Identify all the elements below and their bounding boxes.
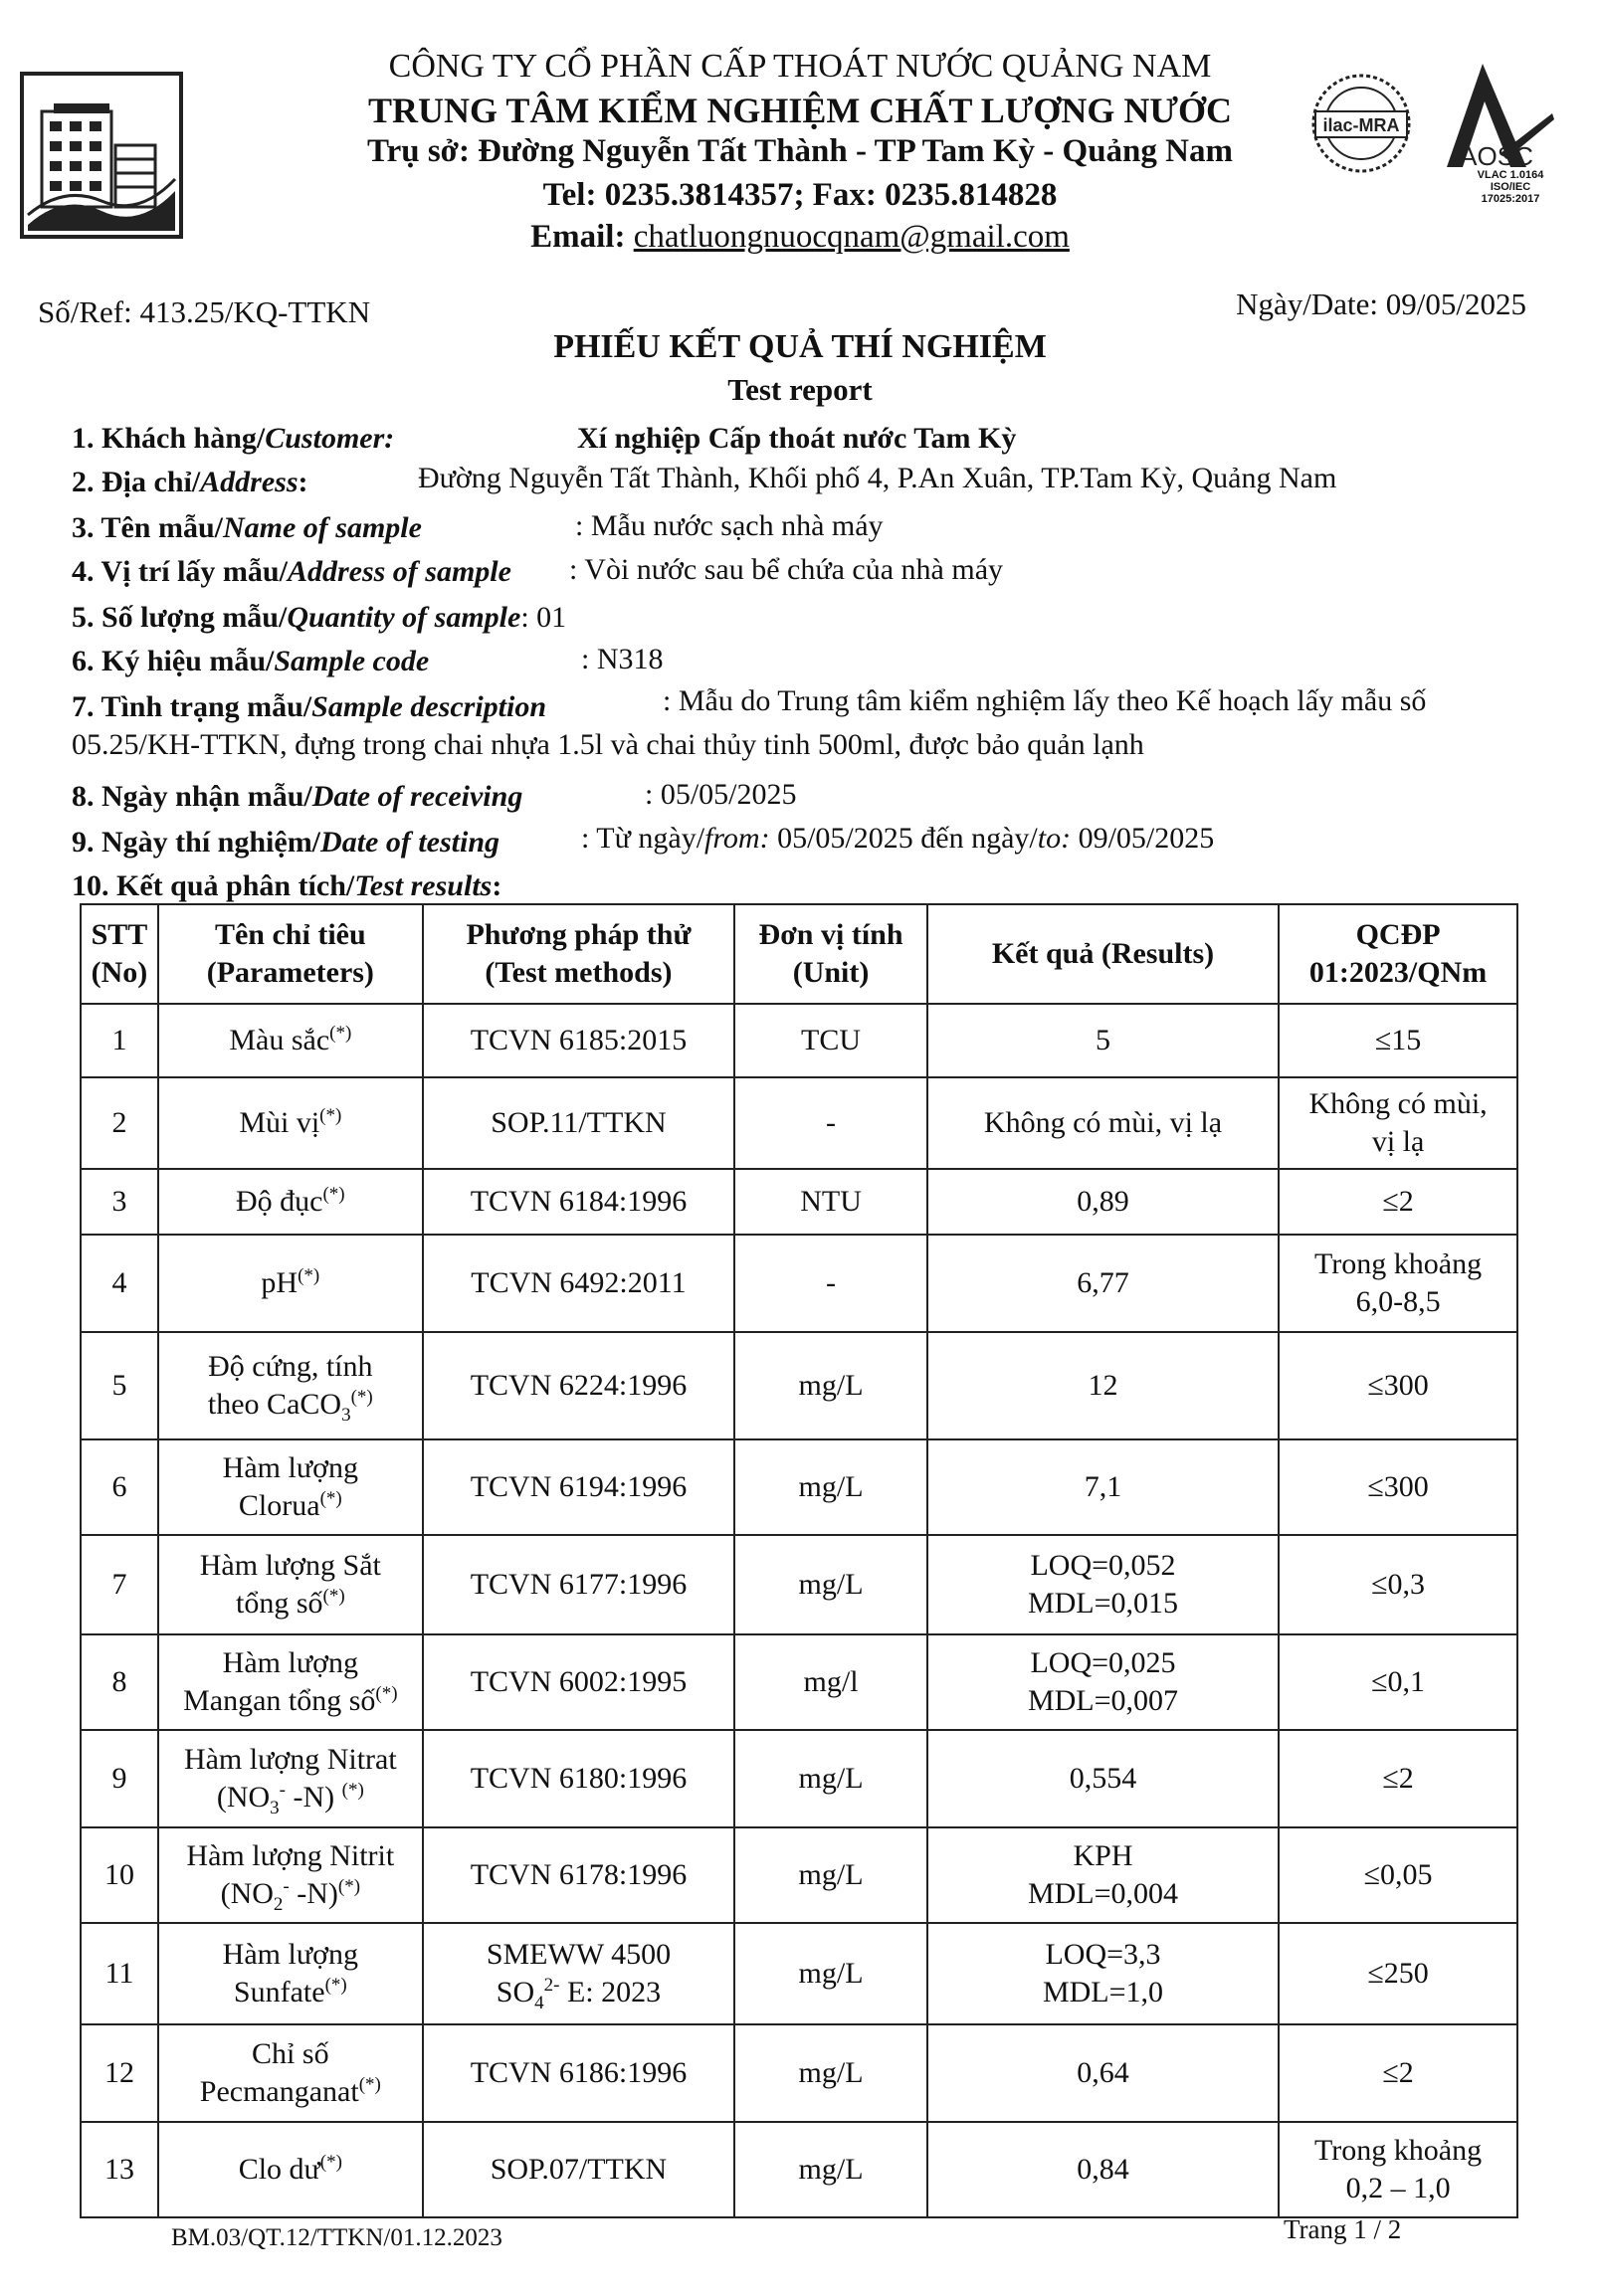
address-value: Đường Nguyễn Tất Thành, Khối phố 4, P.An Xuân, TP.Tam Kỳ, Quảng Nam [418,462,1337,494]
sample-code-label: 6. Ký hiệu mẫu/ [72,645,275,677]
sample-code-label-en: Sample code [274,645,430,677]
cell-unit: mg/l [734,1634,927,1730]
cell-result: 6,77 [927,1235,1279,1332]
cell-result: KPH MDL=0,004 [927,1827,1279,1923]
sample-description-value-1: : Mẫu do Trung tâm kiểm nghiệm lấy theo Kế hoạch lấy mẫu số [663,684,1427,717]
cell-result: LOQ=0,052 MDL=0,015 [927,1535,1279,1634]
cell-method: TCVN 6177:1996 [423,1535,735,1634]
testing-from-date: 05/05/2025 đến ngày/ [769,822,1038,855]
address-label-en: Address [200,466,299,498]
cell-parameter: Chỉ số Pecmanganat(*) [158,2024,423,2122]
cell-unit: NTU [734,1169,927,1235]
cell-result: 0,64 [927,2024,1279,2122]
ilac-mra-icon [1309,66,1413,183]
cell-standard: ≤15 [1279,1004,1517,1077]
cell-unit: mg/L [734,1730,927,1827]
cell-method: TCVN 6185:2015 [423,1004,735,1077]
cell-result: 0,84 [927,2122,1279,2217]
cell-method: TCVN 6186:1996 [423,2024,735,2122]
sample-name-row [72,511,422,545]
report-title: PHIẾU KẾT QUẢ THÍ NGHIỆM [553,328,1047,365]
table-row [81,1235,1517,1332]
aosc-text: AOSC [1460,141,1533,171]
testing-date-row [72,826,500,860]
sample-code-row [72,645,429,678]
cell-standard: ≤2 [1279,2024,1517,2122]
table-row [81,1730,1517,1827]
cell-parameter: Hàm lượng Nitrat ($NO_3^-$ -N) (*) [158,1730,423,1827]
results-heading [72,869,501,903]
customer-label: 1. Khách hàng/ [72,422,266,455]
address-colon: : [298,466,308,498]
header-unit: Đơn vị tính (Unit) [734,904,927,1004]
cell-standard: Trong khoảng 6,0-8,5 [1279,1235,1517,1332]
table-row [81,2024,1517,2122]
address-row [72,466,308,499]
cell-parameter: Hàm lượng Sunfate(*) [158,1923,423,2024]
cell-standard: ≤300 [1279,1332,1517,1439]
cell-no: 1 [81,1004,158,1077]
header-parameters: Tên chỉ tiêu (Parameters) [158,904,423,1004]
cell-unit: - [734,1235,927,1332]
cell-no: 3 [81,1169,158,1235]
cell-unit: mg/L [734,1535,927,1634]
cell-method: TCVN 6194:1996 [423,1439,735,1535]
sample-name-label: 3. Tên mẫu/ [72,511,223,544]
cell-no: 10 [81,1827,158,1923]
cell-standard: Không có mùi, vị lạ [1279,1077,1517,1169]
cell-unit: mg/L [734,1923,927,2024]
cell-result: LOQ=3,3 MDL=1,0 [927,1923,1279,2024]
table-row [81,1827,1517,1923]
company-name: CÔNG TY CỔ PHẦN CẤP THOÁT NƯỚC QUẢNG NAM [388,48,1212,85]
table-row [81,1439,1517,1535]
form-code: BM.03/QT.12/TTKN/01.12.2023 [171,2224,502,2251]
cell-method: SOP.07/TTKN [423,2122,735,2217]
header-test-methods: Phương pháp thử (Test methods) [423,904,735,1004]
ilac-mra-text: ilac-MRA [1322,115,1400,135]
testing-date-label-en: Date of testing [320,826,500,859]
testing-from-prefix: : Từ ngày/ [581,822,705,855]
customer-value: Xí nghiệp Cấp thoát nước Tam Kỳ [577,422,1017,455]
cell-parameter: Độ cứng, tính theo CaCO$_3$(*) [158,1332,423,1439]
table-row [81,2122,1517,2217]
table-row [81,1535,1517,1634]
cell-result: 0,89 [927,1169,1279,1235]
cell-unit: - [734,1077,927,1169]
cell-parameter: Hàm lượng Clorua(*) [158,1439,423,1535]
quantity-value: : 01 [520,601,567,634]
ilac-mra-logo [1309,66,1413,183]
cell-unit: mg/L [734,2122,927,2217]
cell-no: 5 [81,1332,158,1439]
receiving-date-row [72,780,522,814]
contact-email [0,219,1600,256]
email-label: Email: [530,219,634,255]
table-row [81,1004,1517,1077]
cell-parameter: Hàm lượng Nitrit ($NO_2^-$ -N)(*) [158,1827,423,1923]
header-standard: QCĐP 01:2023/QNm [1279,904,1517,1004]
aosc-accreditation [1461,169,1560,205]
cell-unit: TCU [734,1004,927,1077]
sample-address-row [72,555,511,589]
cell-no: 9 [81,1730,158,1827]
sample-address-value: : Vòi nước sau bể chứa của nhà máy [569,553,1004,586]
receiving-date-value: : 05/05/2025 [645,778,797,811]
results-label: 10. Kết quả phân tích/ [72,869,355,902]
cell-parameter: Mùi vị(*) [158,1077,423,1169]
cell-standard: ≤2 [1279,1730,1517,1827]
sample-name-value: : Mẫu nước sạch nhà máy [575,509,884,542]
cell-no: 6 [81,1439,158,1535]
cell-parameter: Màu sắc(*) [158,1004,423,1077]
sample-description-row [72,690,546,724]
cell-result: 0,554 [927,1730,1279,1827]
sample-address-label-en: Address of sample [287,555,511,588]
cell-parameter: Hàm lượng Mangan tổng số(*) [158,1634,423,1730]
cell-standard: Trong khoảng 0,2 – 1,0 [1279,2122,1517,2217]
report-date: Ngày/Date: 09/05/2025 [1236,287,1526,321]
cell-result: 12 [927,1332,1279,1439]
sample-name-label-en: Name of sample [222,511,422,544]
table-row [81,1169,1517,1235]
cell-method: SOP.11/TTKN [423,1077,735,1169]
quantity-row [72,601,566,635]
cell-parameter: Hàm lượng Sắt tổng số(*) [158,1535,423,1634]
cell-standard: ≤250 [1279,1923,1517,2024]
cell-no: 12 [81,2024,158,2122]
testing-to-label: to: [1037,822,1072,855]
cell-no: 7 [81,1535,158,1634]
cell-result: 5 [927,1004,1279,1077]
cell-standard: ≤0,3 [1279,1535,1517,1634]
sample-description-value-2: 05.25/KH-TTKN, đựng trong chai nhựa 1.5l và chai thủy tinh 500ml, được bảo quản lạnh [72,728,1144,761]
table-header-row [81,904,1517,1004]
contact-phone: Tel: 0235.3814357; Fax: 0235.814828 [542,177,1058,213]
customer-row [72,422,394,456]
table-row [81,1077,1517,1169]
cell-method: SMEWW 4500 $SO_4^{2-}$ E: 2023 [423,1923,735,2024]
cell-no: 8 [81,1634,158,1730]
email-link[interactable]: chatluongnuocqnam@gmail.com [633,219,1070,255]
sample-description-label-en: Sample description [311,690,547,723]
header-results: Kết quả (Results) [927,904,1279,1004]
testing-to-date: 09/05/2025 [1071,822,1215,855]
aosc-iso: ISO/IEC 17025:2017 [1481,181,1540,205]
cell-method: TCVN 6492:2011 [423,1235,735,1332]
cell-result: LOQ=0,025 MDL=0,007 [927,1634,1279,1730]
cell-method: TCVN 6002:1995 [423,1634,735,1730]
page-number: Trang 1 / 2 [1284,2214,1402,2244]
cell-standard: ≤0,1 [1279,1634,1517,1730]
report-subtitle: Test report [727,372,873,407]
table-row [81,1332,1517,1439]
aosc-vlac: VLAC 1.0164 [1477,169,1544,181]
cell-unit: mg/L [734,2024,927,2122]
cell-unit: mg/L [734,1332,927,1439]
sample-code-value: : N318 [581,643,664,675]
cell-parameter: Độ đục(*) [158,1169,423,1235]
head-office-address: Trụ sở: Đường Nguyễn Tất Thành - TP Tam Kỳ - Quảng Nam [367,133,1233,169]
cell-no: 2 [81,1077,158,1169]
cell-parameter: Clo dư(*) [158,2122,423,2217]
address-label: 2. Địa chỉ/ [72,466,201,498]
testing-from-label: from: [704,822,770,855]
cell-no: 4 [81,1235,158,1332]
reference-number: Số/Ref: 413.25/KQ-TTKN [38,294,371,329]
results-table [80,903,1518,2218]
cell-standard: ≤0,05 [1279,1827,1517,1923]
sample-description-label: 7. Tình trạng mẫu/ [72,690,312,723]
testing-date-label: 9. Ngày thí nghiệm/ [72,826,321,859]
table-row [81,1634,1517,1730]
customer-label-en: Customer: [265,422,395,455]
testing-date-value [581,822,1214,856]
results-colon: : [492,869,502,902]
center-name: TRUNG TÂM KIỂM NGHIỆM CHẤT LƯỢNG NƯỚC [367,91,1233,130]
cell-method: TCVN 6184:1996 [423,1169,735,1235]
table-row [81,1923,1517,2024]
cell-no: 11 [81,1923,158,2024]
cell-method: TCVN 6224:1996 [423,1332,735,1439]
cell-result: Không có mùi, vị lạ [927,1077,1279,1169]
cell-result: 7,1 [927,1439,1279,1535]
quantity-label: 5. Số lượng mẫu/ [72,601,288,634]
cell-standard: ≤300 [1279,1439,1517,1535]
cell-method: TCVN 6180:1996 [423,1730,735,1827]
results-label-en: Test results [354,869,493,902]
cell-unit: mg/L [734,1439,927,1535]
sample-address-label: 4. Vị trí lấy mẫu/ [72,555,288,588]
cell-parameter: pH(*) [158,1235,423,1332]
cell-no: 13 [81,2122,158,2217]
cell-method: TCVN 6178:1996 [423,1827,735,1923]
quantity-label-en: Quantity of sample [287,601,521,634]
receiving-date-label-en: Date of receiving [311,780,523,813]
receiving-date-label: 8. Ngày nhận mẫu/ [72,780,312,813]
header-no: STT (No) [81,904,158,1004]
cell-unit: mg/L [734,1827,927,1923]
cell-standard: ≤2 [1279,1169,1517,1235]
